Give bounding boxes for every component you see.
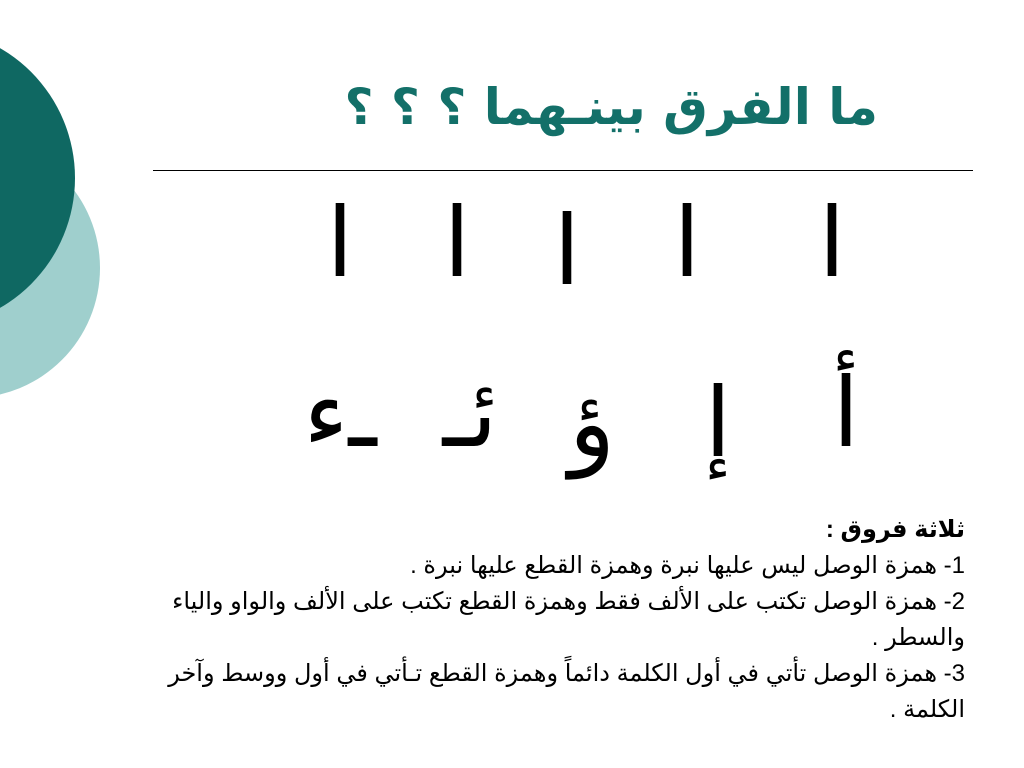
hamza-on-line: ـء: [303, 357, 377, 469]
hamza-on-alef-below: إ: [704, 367, 732, 479]
hamza-on-ya: ئـ: [442, 357, 498, 469]
difference-1: 1- همزة الوصل ليس عليها نبرة وهمزة القطع عليها نبرة .: [410, 552, 965, 579]
slide-title: ما الفرق بينـهما ؟ ؟ ؟: [344, 78, 878, 136]
body-heading: ثلاثة فروق :: [825, 516, 965, 543]
alef-letter-1: ا: [818, 187, 846, 299]
alef-letter-2: ا: [673, 187, 701, 299]
alef-letter-5: ا: [326, 187, 354, 299]
title-divider: [153, 170, 973, 171]
hamza-on-alef-above: أ: [832, 357, 860, 469]
difference-3: 3- همزة الوصل تأتي في أول الكلمة دائماً وهمزة القطع تـأتي في أول ووسط وآخر الكلمة .: [168, 660, 965, 723]
alef-letter-4: ا: [443, 187, 471, 299]
alef-letter-3: ا: [553, 195, 581, 307]
body-text: [110, 512, 965, 728]
difference-2: 2- همزة الوصل تكتب على الألف فقط وهمزة القطع تكتب على الألف والواو والياء والسطر .: [172, 588, 965, 651]
hamza-on-waw: ؤ: [568, 367, 616, 479]
